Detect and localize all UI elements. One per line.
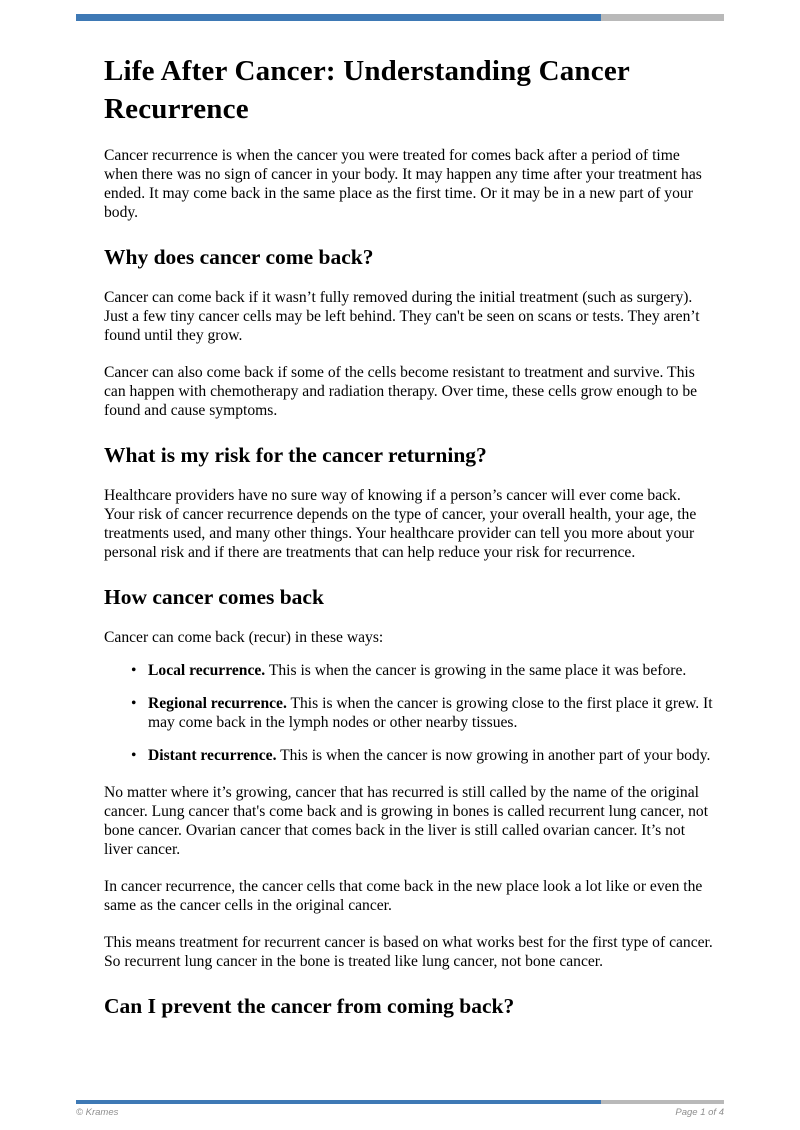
paragraph: No matter where it’s growing, cancer that has recurred is still called by the name of the original cancer. Lung cancer that's come back and is growing in bones is called recurrent lung cancer, not bone cancer. Ovarian cancer that comes back in the liver is still called ovarian cancer. It’s not liver cancer. bbox=[104, 784, 709, 858]
paragraph: In cancer recurrence, the cancer cells that come back in the new place look a lot like or even the same as the cancer cells in the original cancer. bbox=[104, 878, 703, 914]
footer-accent-bar-blue-segment bbox=[76, 1100, 601, 1104]
footer-accent-bar bbox=[76, 1100, 724, 1104]
paragraph: Cancer can also come back if some of the cells become resistant to treatment and survive. This can happen with chemotherapy and radiation therapy. Over time, these cells grow enough to be found and cause symptoms. bbox=[104, 364, 698, 419]
document-content bbox=[0, 52, 800, 1019]
bullet-text: This is when the cancer is growing close to the first place it grew. It may come back in the lymph nodes or other nearby tissues. bbox=[148, 695, 713, 731]
bullet-lead: Regional recurrence. bbox=[148, 695, 287, 712]
section-heading-prevent-coming-back: Can I prevent the cancer from coming back? bbox=[104, 994, 515, 1018]
bullet-lead: Local recurrence. bbox=[148, 662, 266, 679]
recurrence-types-list bbox=[104, 661, 714, 765]
paragraph: Cancer can come back if it wasn’t fully removed during the initial treatment (such as surgery). Just a few tiny cancer cells may be left behind. They can't be seen on scans or tests. They aren’t found until they grow. bbox=[104, 289, 700, 344]
footer-copyright: © Krames bbox=[76, 1107, 119, 1118]
footer-accent-bar-gray-segment bbox=[601, 1100, 724, 1104]
bullet-item-local-recurrence bbox=[104, 661, 714, 680]
top-accent-bar-gray-segment bbox=[601, 14, 724, 21]
footer-page-number: Page 1 of 4 bbox=[675, 1107, 724, 1118]
paragraph: Healthcare providers have no sure way of knowing if a person’s cancer will ever come back. Your risk of cancer recurrence depends on the type of cancer, your overall health, your age, the treatments used, and many other things. Your healthcare provider can tell you more about your personal risk and if there are treatments that can help reduce your risk for recurrence. bbox=[104, 487, 697, 561]
section-heading-how-cancer-comes-back: How cancer comes back bbox=[104, 585, 324, 609]
footer-text-row bbox=[76, 1107, 724, 1118]
bullet-text: This is when the cancer is growing in the same place it was before. bbox=[268, 662, 687, 679]
section-heading-why-cancer-comes-back: Why does cancer come back? bbox=[104, 245, 374, 269]
top-accent-bar bbox=[76, 14, 724, 21]
paragraph: Cancer can come back (recur) in these ways: bbox=[104, 629, 384, 646]
paragraph: This means treatment for recurrent cancer is based on what works best for the first type of cancer. So recurrent lung cancer in the bone is treated like lung cancer, not bone cancer. bbox=[104, 934, 713, 970]
bullet-text: This is when the cancer is now growing in another part of your body. bbox=[280, 747, 711, 764]
intro-paragraph: Cancer recurrence is when the cancer you were treated for comes back after a period of time when there was no sign of cancer in your body. It may happen any time after your treatment has ended. It may come back in the same place as the first time. Or it may be in a new part of your body. bbox=[104, 147, 702, 221]
document-title: Life After Cancer: Understanding Cancer Recurrence bbox=[104, 55, 630, 125]
bullet-item-regional-recurrence bbox=[104, 694, 714, 732]
top-accent-bar-blue-segment bbox=[76, 14, 601, 21]
bullet-lead: Distant recurrence. bbox=[148, 747, 277, 764]
bullet-item-distant-recurrence bbox=[104, 746, 714, 765]
page-footer bbox=[76, 1100, 724, 1118]
section-heading-risk-of-returning: What is my risk for the cancer returning? bbox=[104, 443, 487, 467]
